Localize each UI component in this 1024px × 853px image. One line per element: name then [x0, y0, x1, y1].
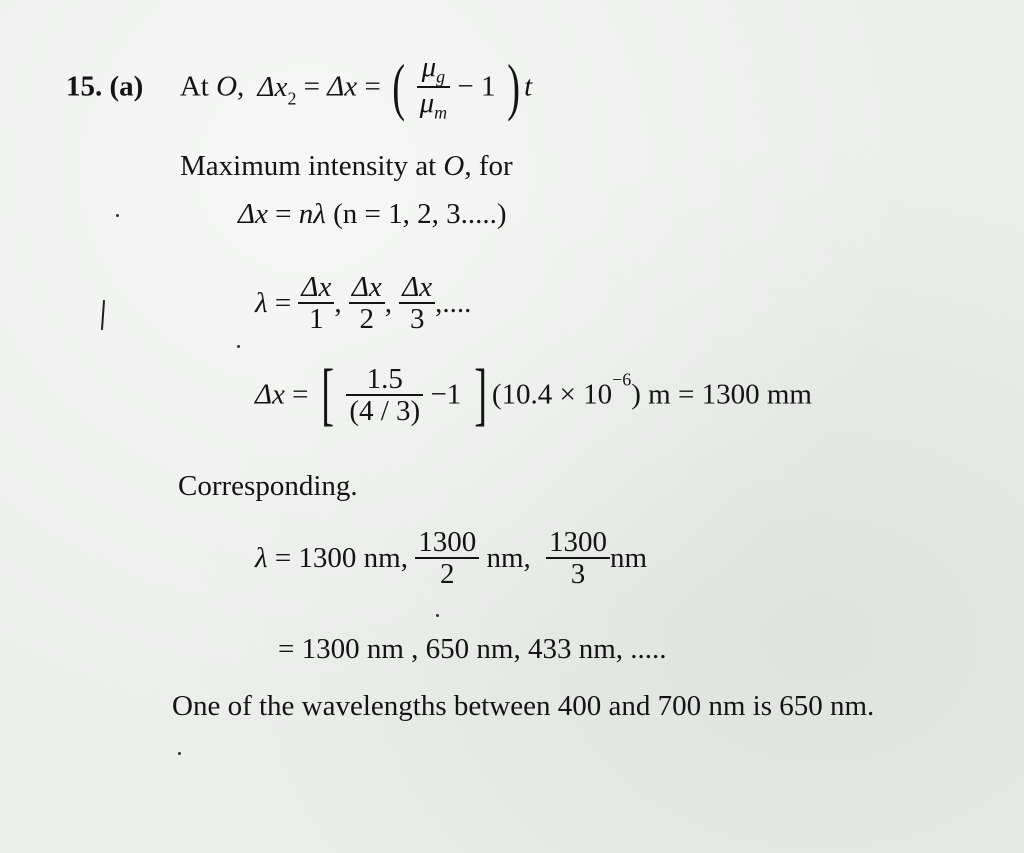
- lambda: λ: [255, 286, 268, 319]
- equals: =: [292, 378, 309, 411]
- subscript-2: 2: [287, 88, 297, 109]
- minus-one: − 1: [457, 70, 496, 103]
- left-bracket: [: [321, 356, 334, 433]
- mu-fraction: [417, 52, 451, 122]
- mu-m: μ: [419, 87, 435, 120]
- point-O: O: [443, 150, 465, 182]
- comma: ,: [237, 70, 245, 103]
- n-var: n: [298, 198, 314, 230]
- answer-line-1: [66, 52, 532, 132]
- answer-line-9: [172, 692, 874, 721]
- stray-dot: [178, 752, 181, 755]
- fraction-3: [399, 272, 435, 335]
- max-intensity-text: Maximum intensity at: [180, 150, 437, 182]
- stray-dot: [237, 345, 240, 348]
- delta-x2: Δx: [257, 70, 288, 103]
- for-text: , for: [464, 150, 513, 182]
- lambda: λ: [313, 198, 326, 230]
- den: 2: [415, 557, 479, 589]
- right-bracket: ]: [473, 356, 487, 433]
- answer-line-7: [255, 527, 647, 603]
- exponent: −6: [612, 369, 632, 390]
- fraction-third: [546, 527, 610, 590]
- problem-label: 15. (a): [66, 70, 144, 103]
- equals: =: [275, 198, 292, 230]
- equals: =: [303, 70, 321, 103]
- den: (4 / 3): [346, 394, 423, 426]
- answer-line-5: [255, 356, 812, 440]
- lambda: λ: [255, 541, 268, 574]
- conclusion-text: One of the wavelengths between 400 and 700 nm is 650 nm.: [172, 690, 875, 722]
- thickness-t: t: [524, 70, 533, 103]
- delta-x: Δx: [238, 198, 268, 230]
- num: 1.5: [366, 362, 403, 395]
- left-paren: (: [392, 51, 406, 123]
- minus-one: −1: [430, 378, 462, 411]
- point-O: O: [216, 70, 238, 103]
- wavelength-list: = 1300 nm , 650 nm, 433 nm, .....: [278, 633, 667, 665]
- bleed-through-text: [690, 0, 697, 32]
- answer-line-8: [278, 635, 667, 664]
- fraction-2: [349, 272, 385, 335]
- num: Δx: [301, 271, 332, 303]
- den: 3: [546, 557, 610, 589]
- den: 1: [298, 302, 334, 334]
- answer-line-2: [180, 152, 513, 181]
- text-at: At: [179, 70, 209, 103]
- answer-line-3: [238, 200, 507, 229]
- stray-mark: [101, 300, 105, 330]
- num: 1300: [418, 526, 477, 558]
- equals: =: [274, 286, 292, 319]
- num: Δx: [351, 271, 382, 303]
- stray-dot: [436, 614, 439, 617]
- answer-line-6: [178, 472, 358, 501]
- thickness-value: (10.4 × 10: [491, 378, 613, 411]
- result-mm: ) m = 1300 mm: [631, 378, 812, 411]
- num: 1300: [549, 526, 608, 558]
- sub-g: g: [436, 66, 446, 87]
- delta-x: Δx: [327, 70, 358, 103]
- n-condition: (n = 1, 2, 3.....): [333, 198, 507, 230]
- sub-m: m: [434, 102, 448, 123]
- delta-x: Δx: [255, 378, 285, 411]
- first-wavelength: = 1300 nm,: [274, 541, 408, 574]
- fraction-1: [298, 272, 334, 335]
- unit-nm: nm,: [486, 541, 531, 574]
- mu-g: μ: [421, 51, 437, 83]
- den: 3: [399, 302, 435, 334]
- right-paren: ): [507, 51, 520, 123]
- den: 2: [349, 302, 385, 334]
- ellipsis: ,....: [435, 286, 472, 319]
- unit-nm: nm: [610, 541, 648, 574]
- stray-dot: [116, 214, 119, 217]
- equals: =: [364, 70, 381, 103]
- corresponding-text: Corresponding.: [178, 470, 358, 502]
- ratio-fraction: [346, 364, 423, 427]
- num: Δx: [402, 271, 433, 303]
- fraction-half: [415, 527, 479, 590]
- answer-line-4: λ = $\frac{\Delta x}{1}$ , $\frac{\Delta x}{2}$ , $\frac{\Delta x}{3}$ ,....: [255, 271, 472, 336]
